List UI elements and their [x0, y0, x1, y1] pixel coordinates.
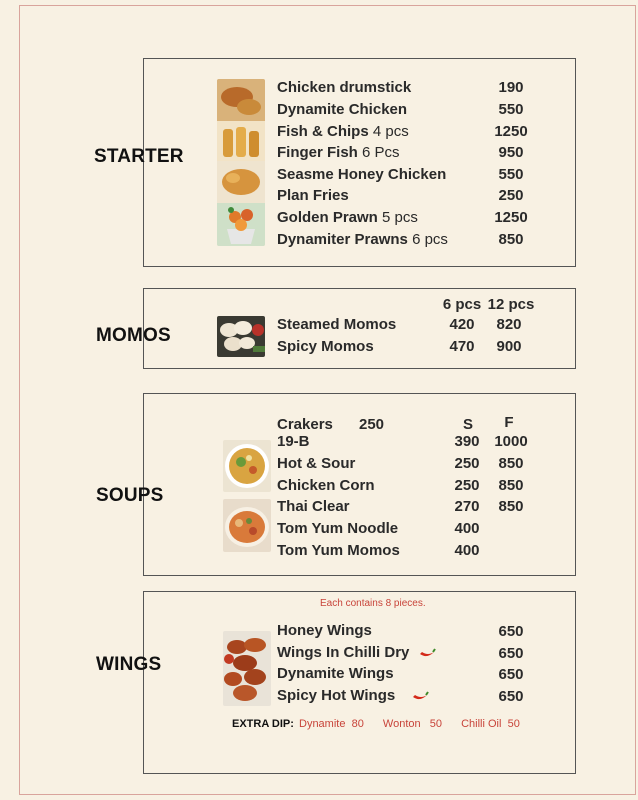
soups-crackers: Crakers	[277, 416, 333, 433]
wings-price-3: 650	[498, 666, 524, 683]
soups-title: SOUPS	[96, 485, 164, 506]
soups-item-4: Thai Clear	[277, 498, 350, 515]
momos-price-2-6pcs: 470	[449, 338, 475, 355]
wings-item-3: Dynamite Wings	[277, 665, 394, 682]
wings-price-4: 650	[498, 688, 524, 705]
momos-title: MOMOS	[96, 325, 171, 346]
dip-item: Wonton 50	[382, 718, 443, 730]
soups-price-6-s: 400	[454, 542, 480, 559]
starter-item-4: Finger Fish 6 Pcs	[277, 144, 400, 161]
momos-item-1: Steamed Momos	[277, 316, 397, 333]
soups-item-1: 19-B	[277, 433, 310, 450]
soups-food-image-1	[223, 440, 271, 492]
dip-item: Dynamite 80	[299, 718, 364, 730]
soups-crackers-price: 250	[359, 416, 385, 433]
starter-price-7: 1250	[494, 209, 528, 226]
chilli-icon	[418, 647, 436, 659]
soups-col-s: S	[462, 416, 473, 433]
starter-price-1: 190	[498, 79, 524, 96]
momos-item-2: Spicy Momos	[277, 338, 374, 355]
chilli-icon	[411, 690, 429, 702]
soups-price-2-f: 850	[498, 455, 524, 472]
momos-col-6pcs: 6 pcs	[442, 296, 482, 313]
momos-price-2-12pcs: 900	[496, 338, 522, 355]
wings-note: Each contains 8 pieces.	[320, 598, 426, 609]
dip-item: Chilli Oil 50	[461, 718, 520, 730]
starter-price-2: 550	[498, 101, 524, 118]
wings-price-2: 650	[498, 645, 524, 662]
starter-item-2: Dynamite Chicken	[277, 101, 408, 118]
starter-price-6: 250	[498, 187, 524, 204]
wings-item-4: Spicy Hot Wings	[277, 687, 429, 704]
starter-price-4: 950	[498, 144, 524, 161]
starter-price-8: 850	[498, 231, 524, 248]
soups-item-6: Tom Yum Momos	[277, 542, 400, 559]
starter-item-1: Chicken drumstick	[277, 79, 412, 96]
soups-price-4-s: 270	[454, 498, 480, 515]
momos-price-1-6pcs: 420	[449, 316, 475, 333]
soups-price-1-f: 1000	[494, 433, 528, 450]
soups-col-f: F	[504, 414, 514, 431]
starter-item-8: Dynamiter Prawns 6 pcs	[277, 231, 448, 248]
momos-price-1-12pcs: 820	[496, 316, 522, 333]
wings-title: WINGS	[96, 654, 162, 675]
starter-price-3: 1250	[494, 123, 528, 140]
wings-price-1: 650	[498, 623, 524, 640]
soups-price-3-f: 850	[498, 477, 524, 494]
momos-col-12pcs: 12 pcs	[487, 296, 535, 313]
soups-price-4-f: 850	[498, 498, 524, 515]
starter-item-7: Golden Prawn 5 pcs	[277, 209, 418, 226]
soups-price-1-s: 390	[454, 433, 480, 450]
extra-dip	[232, 718, 520, 730]
soups-price-5-s: 400	[454, 520, 480, 537]
starter-title: STARTER	[94, 146, 184, 167]
wings-item-2: Wings In Chilli Dry	[277, 644, 436, 661]
starter-food-image	[217, 79, 265, 246]
soups-item-2: Hot & Sour	[277, 455, 356, 472]
starter-item-5: Seasme Honey Chicken	[277, 166, 447, 183]
soups-food-image-2	[223, 499, 271, 552]
soups-price-2-s: 250	[454, 455, 480, 472]
soups-price-3-s: 250	[454, 477, 480, 494]
extra-dip-label: EXTRA DIP:	[232, 718, 294, 730]
soups-item-5: Tom Yum Noodle	[277, 520, 399, 537]
wings-item-1: Honey Wings	[277, 622, 372, 639]
starter-item-6: Plan Fries	[277, 187, 349, 204]
momos-food-image	[217, 316, 265, 357]
starter-item-3: Fish & Chips 4 pcs	[277, 123, 409, 140]
wings-food-image	[223, 631, 271, 706]
soups-item-3: Chicken Corn	[277, 477, 375, 494]
starter-price-5: 550	[498, 166, 524, 183]
